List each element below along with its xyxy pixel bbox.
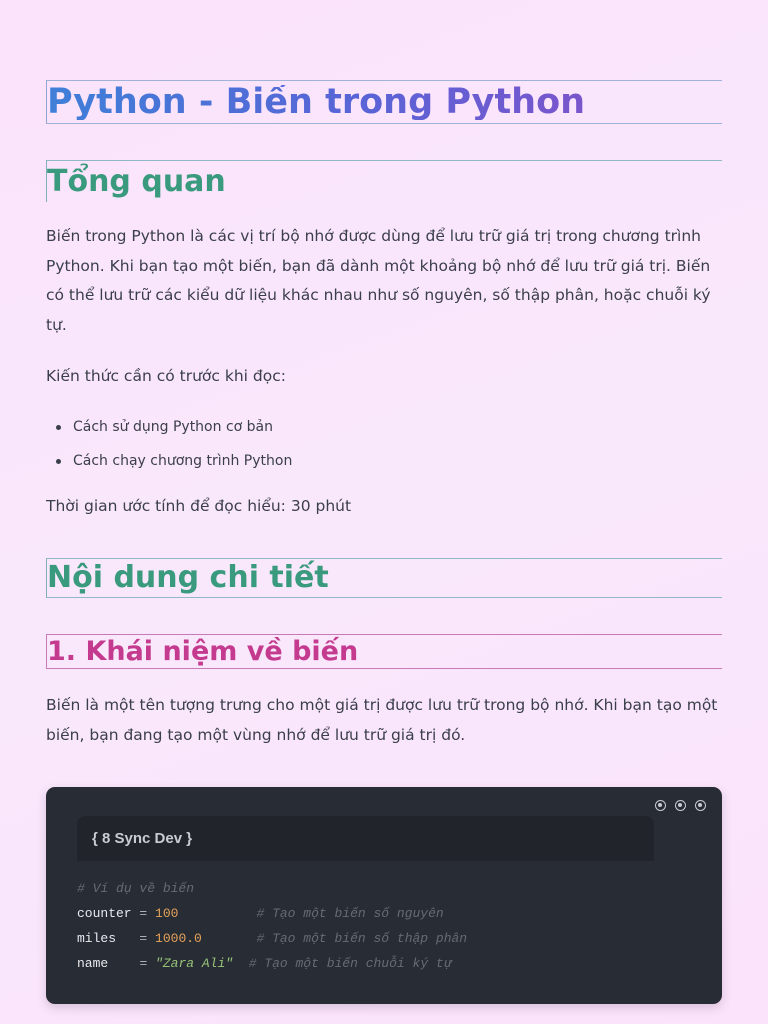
window-controls: [655, 800, 706, 811]
list-item: Cách chạy chương trình Python: [46, 444, 706, 478]
variable-concept-paragraph: Biến là một tên tượng trưng cho một giá trị được lưu trữ trong bộ nhớ. Khi bạn tạo một biến, bạn đang tạo một vùng nhớ để lưu trữ giá trị đó.: [46, 696, 718, 744]
code-var-miles: miles: [77, 931, 117, 946]
window-dot-icon: [655, 800, 666, 811]
code-block: [46, 787, 722, 1004]
prerequisites-label: Kiến thức cần có trước khi đọc:: [46, 367, 286, 385]
code-content: [77, 876, 467, 976]
code-value-string: "Zara Ali": [155, 956, 234, 971]
code-operator: =: [139, 931, 148, 946]
window-dot-icon: [675, 800, 686, 811]
section-heading-details-text: Nội dung chi tiết: [47, 560, 329, 595]
window-dot-icon: [695, 800, 706, 811]
section-heading-details: [46, 558, 722, 598]
code-comment: # Tạo một biến số nguyên: [256, 906, 444, 921]
code-comment: # Ví dụ về biến: [77, 881, 195, 896]
prerequisites-list: [46, 410, 706, 478]
list-item: Cách sử dụng Python cơ bản: [46, 410, 706, 444]
section-heading-overview-text: Tổng quan: [47, 163, 226, 199]
code-comment: # Tạo một biến số thập phân: [256, 931, 468, 946]
code-var-counter: counter: [77, 906, 132, 921]
subsection-heading-variable-concept: [46, 634, 722, 669]
overview-intro-paragraph: Biến trong Python là các vị trí bộ nhớ được dùng để lưu trữ giá trị trong chương trình Python. Khi bạn tạo một biến, bạn đã dành một khoảng bộ nhớ để lưu trữ giá trị. Biến có thể lưu trữ các kiểu dữ liệu khác nhau như số nguyên, số thập phân, hoặc chuỗi ký tự.: [46, 227, 711, 334]
code-value-number: 100: [155, 906, 179, 921]
page-title-text: Python - Biến trong Python: [47, 81, 586, 122]
reading-time-text: Thời gian ước tính để đọc hiểu: 30 phút: [46, 497, 352, 515]
code-operator: =: [139, 956, 148, 971]
code-var-name: name: [77, 956, 109, 971]
section-heading-overview: [46, 160, 722, 202]
page-title: [46, 80, 722, 124]
code-value-float: 1000.0: [155, 931, 202, 946]
code-comment: # Tạo một biến chuỗi ký tự: [248, 956, 452, 971]
code-block-header: { 8 Sync Dev }: [77, 816, 654, 861]
subsection-heading-text: 1. Khái niệm về biến: [47, 636, 359, 667]
code-operator: =: [139, 906, 148, 921]
